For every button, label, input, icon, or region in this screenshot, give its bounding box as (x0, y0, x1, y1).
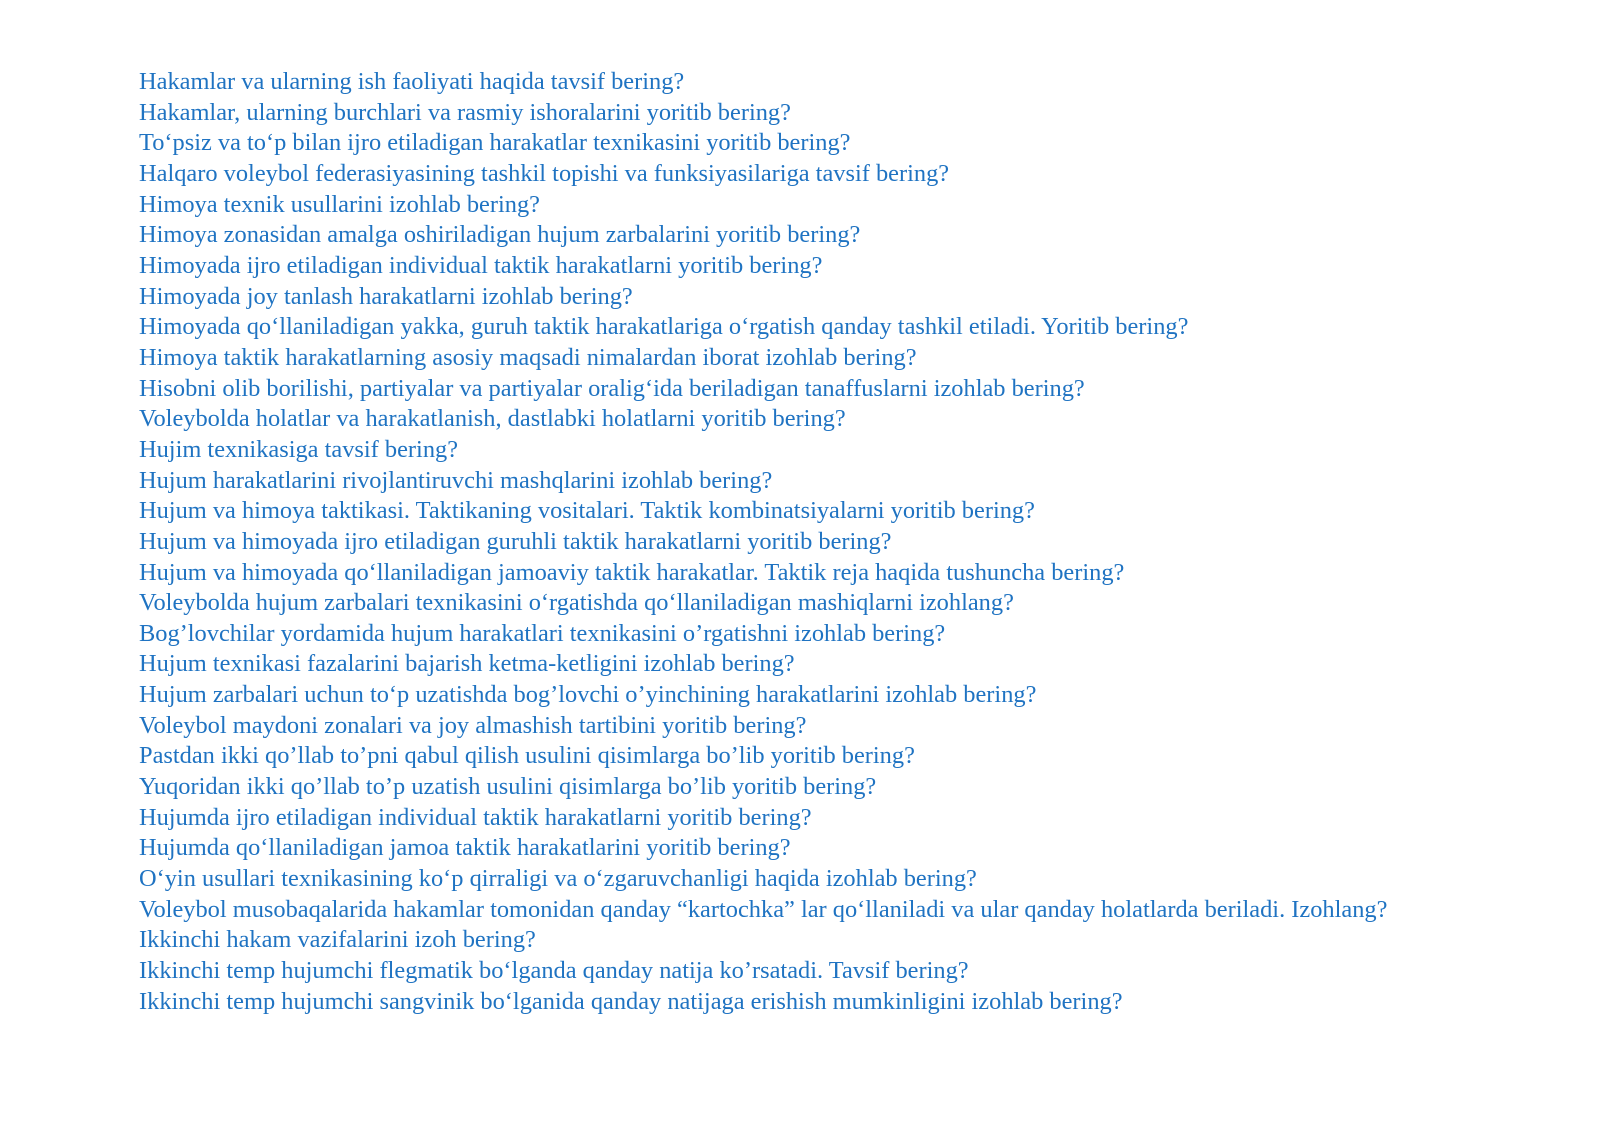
question-line: Voleybolda hujum zarbalari texnikasini o‘rgatishda qo‘llaniladigan mashiqlarni izohlang? (139, 589, 1014, 617)
question-line: Hujumda ijro etiladigan individual taktik harakatlarni yoritib bering? (139, 803, 812, 831)
question-line: Voleybolda holatlar va harakatlanish, dastlabki holatlarni yoritib bering? (139, 405, 846, 433)
question-line: Pastdan ikki qo’llab to’pni qabul qilish usulini qisimlarga bo’lib yoritib bering? (139, 742, 915, 770)
question-line: Voleybol maydoni zonalari va joy almashish tartibini yoritib bering? (139, 711, 807, 739)
question-line: Yuqoridan ikki qo’llab to’p uzatish usulini qisimlarga bo’lib yoritib bering? (139, 773, 877, 801)
question-line: Himoyada ijro etiladigan individual taktik harakatlarni yoritib bering? (139, 251, 823, 279)
question-line: Hujum va himoya taktikasi. Taktikaning vositalari. Taktik kombinatsiyalarni yoritib bering? (139, 497, 1035, 525)
question-line: Himoya zonasidan amalga oshiriladigan hujum zarbalarini yoritib bering? (139, 221, 861, 249)
question-line: Ikkinchi temp hujumchi sangvinik bo‘lganida qanday natijaga erishish mumkinligini izohlab bering? (139, 987, 1123, 1015)
question-line: Hisobni olib borilishi, partiyalar va partiyalar oralig‘ida beriladigan tanaffuslarni izohlab bering? (139, 374, 1085, 402)
question-line: O‘yin usullari texnikasining ko‘p qirraligi va o‘zgaruvchanligi haqida izohlab bering? (139, 865, 977, 893)
question-list (139, 67, 1461, 1017)
question-line: Himoya taktik harakatlarning asosiy maqsadi nimalardan iborat izohlab bering? (139, 343, 917, 371)
question-line: Himoya texnik usullarini izohlab bering? (139, 190, 540, 218)
question-line: Hujum va himoyada ijro etiladigan guruhli taktik harakatlarni yoritib bering? (139, 527, 892, 555)
question-line: Hujim texnikasiga tavsif bering? (139, 435, 459, 463)
question-line: Voleybol musobaqalarida hakamlar tomonidan qanday “kartochka” lar qo‘llaniladi va ular qanday holatlarda beriladi. Izohlang? (139, 895, 1388, 923)
question-line: Hujum harakatlarini rivojlantiruvchi mashqlarini izohlab bering? (139, 466, 773, 494)
question-line: To‘psiz va to‘p bilan ijro etiladigan harakatlar texnikasini yoritib bering? (139, 129, 851, 157)
question-line: Himoyada qo‘llaniladigan yakka, guruh taktik harakatlariga o‘rgatish qanday tashkil etiladi. Yoritib bering? (139, 313, 1189, 341)
question-line: Himoyada joy tanlash harakatlarni izohlab bering? (139, 282, 633, 310)
question-line: Hujumda qo‘llaniladigan jamoa taktik harakatlarini yoritib bering? (139, 834, 791, 862)
question-line: Hujum zarbalari uchun to‘p uzatishda bog’lovchi o’yinchining harakatlarini izohlab bering? (139, 681, 1037, 709)
question-line: Ikkinchi hakam vazifalarini izoh bering? (139, 926, 536, 954)
question-line: Ikkinchi temp hujumchi flegmatik bo‘lganda qanday natija ko’rsatadi. Tavsif bering? (139, 957, 969, 985)
question-line: Hujum texnikasi fazalarini bajarish ketma-ketligini izohlab bering? (139, 650, 795, 678)
question-line: Halqaro voleybol federasiyasining tashkil topishi va funksiyasilariga tavsif bering? (139, 159, 950, 187)
question-line: Hujum va himoyada qo‘llaniladigan jamoaviy taktik harakatlar. Taktik reja haqida tushuncha bering? (139, 558, 1125, 586)
question-line: Hakamlar va ularning ish faoliyati haqida tavsif bering? (139, 68, 685, 95)
question-line: Bog’lovchilar yordamida hujum harakatlari texnikasini o’rgatishni izohlab bering? (139, 619, 946, 647)
question-line: Hakamlar, ularning burchlari va rasmiy ishoralarini yoritib bering? (139, 98, 791, 126)
